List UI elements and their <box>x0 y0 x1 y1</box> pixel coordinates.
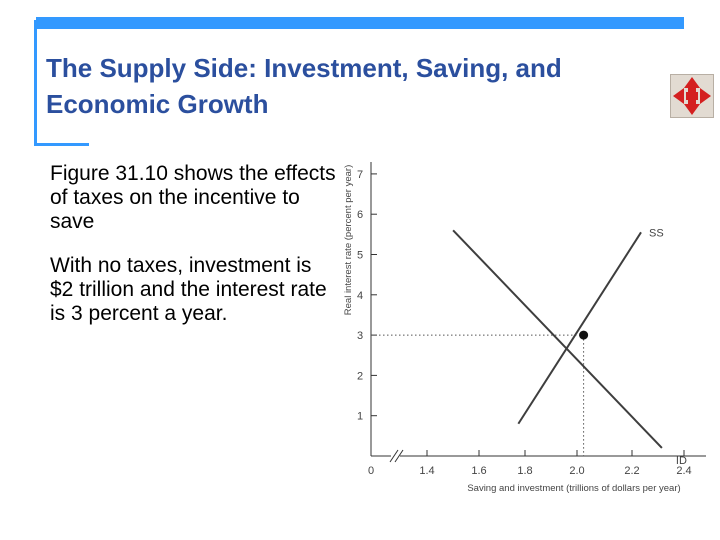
x-tick-label: 1.6 <box>471 465 487 477</box>
x-tick-label: 0 <box>367 465 375 477</box>
title-accent-bar <box>36 17 684 29</box>
y-tick-label: 4 <box>356 289 364 302</box>
x-tick-label: 1.8 <box>517 465 533 477</box>
title-accent-left-rule <box>34 20 37 145</box>
title-accent-bottom-rule <box>34 143 89 146</box>
slide-title: The Supply Side: Investment, Saving, and Economic Growth <box>46 53 562 119</box>
y-tick-label: 7 <box>356 168 364 181</box>
x-tick-label: 1.4 <box>419 465 435 477</box>
ss-curve <box>518 232 641 423</box>
bullet-text-2: With no taxes, investment is $2 trillion and the interest rate is 3 percent a year. <box>50 254 327 325</box>
saving-investment-chart <box>340 150 710 500</box>
x-tick-label: 2.2 <box>624 465 640 477</box>
bullet-text-1: Figure 31.10 shows the effects of taxes on the incentive to save <box>50 162 336 233</box>
ss-label: SS <box>649 227 664 240</box>
y-tick-label: 2 <box>356 370 364 383</box>
navigation-button[interactable] <box>670 74 714 118</box>
four-way-arrow-icon <box>671 75 713 117</box>
y-tick-label: 1 <box>356 410 364 423</box>
y-tick-label: 6 <box>356 209 364 222</box>
y-tick-label: 5 <box>356 249 364 262</box>
slide-body <box>50 162 340 346</box>
x-axis-title: Saving and investment (trillions of dollars per year) <box>467 483 681 494</box>
id-label: ID <box>675 454 687 467</box>
x-tick-label: 2.4 <box>676 465 692 477</box>
x-tick-label: 2.0 <box>569 465 585 477</box>
y-tick-label: 3 <box>356 330 364 343</box>
y-axis-title: Real interest rate (percent per year) <box>343 164 354 316</box>
id-curve <box>453 230 662 448</box>
equilibrium-point <box>579 331 588 340</box>
